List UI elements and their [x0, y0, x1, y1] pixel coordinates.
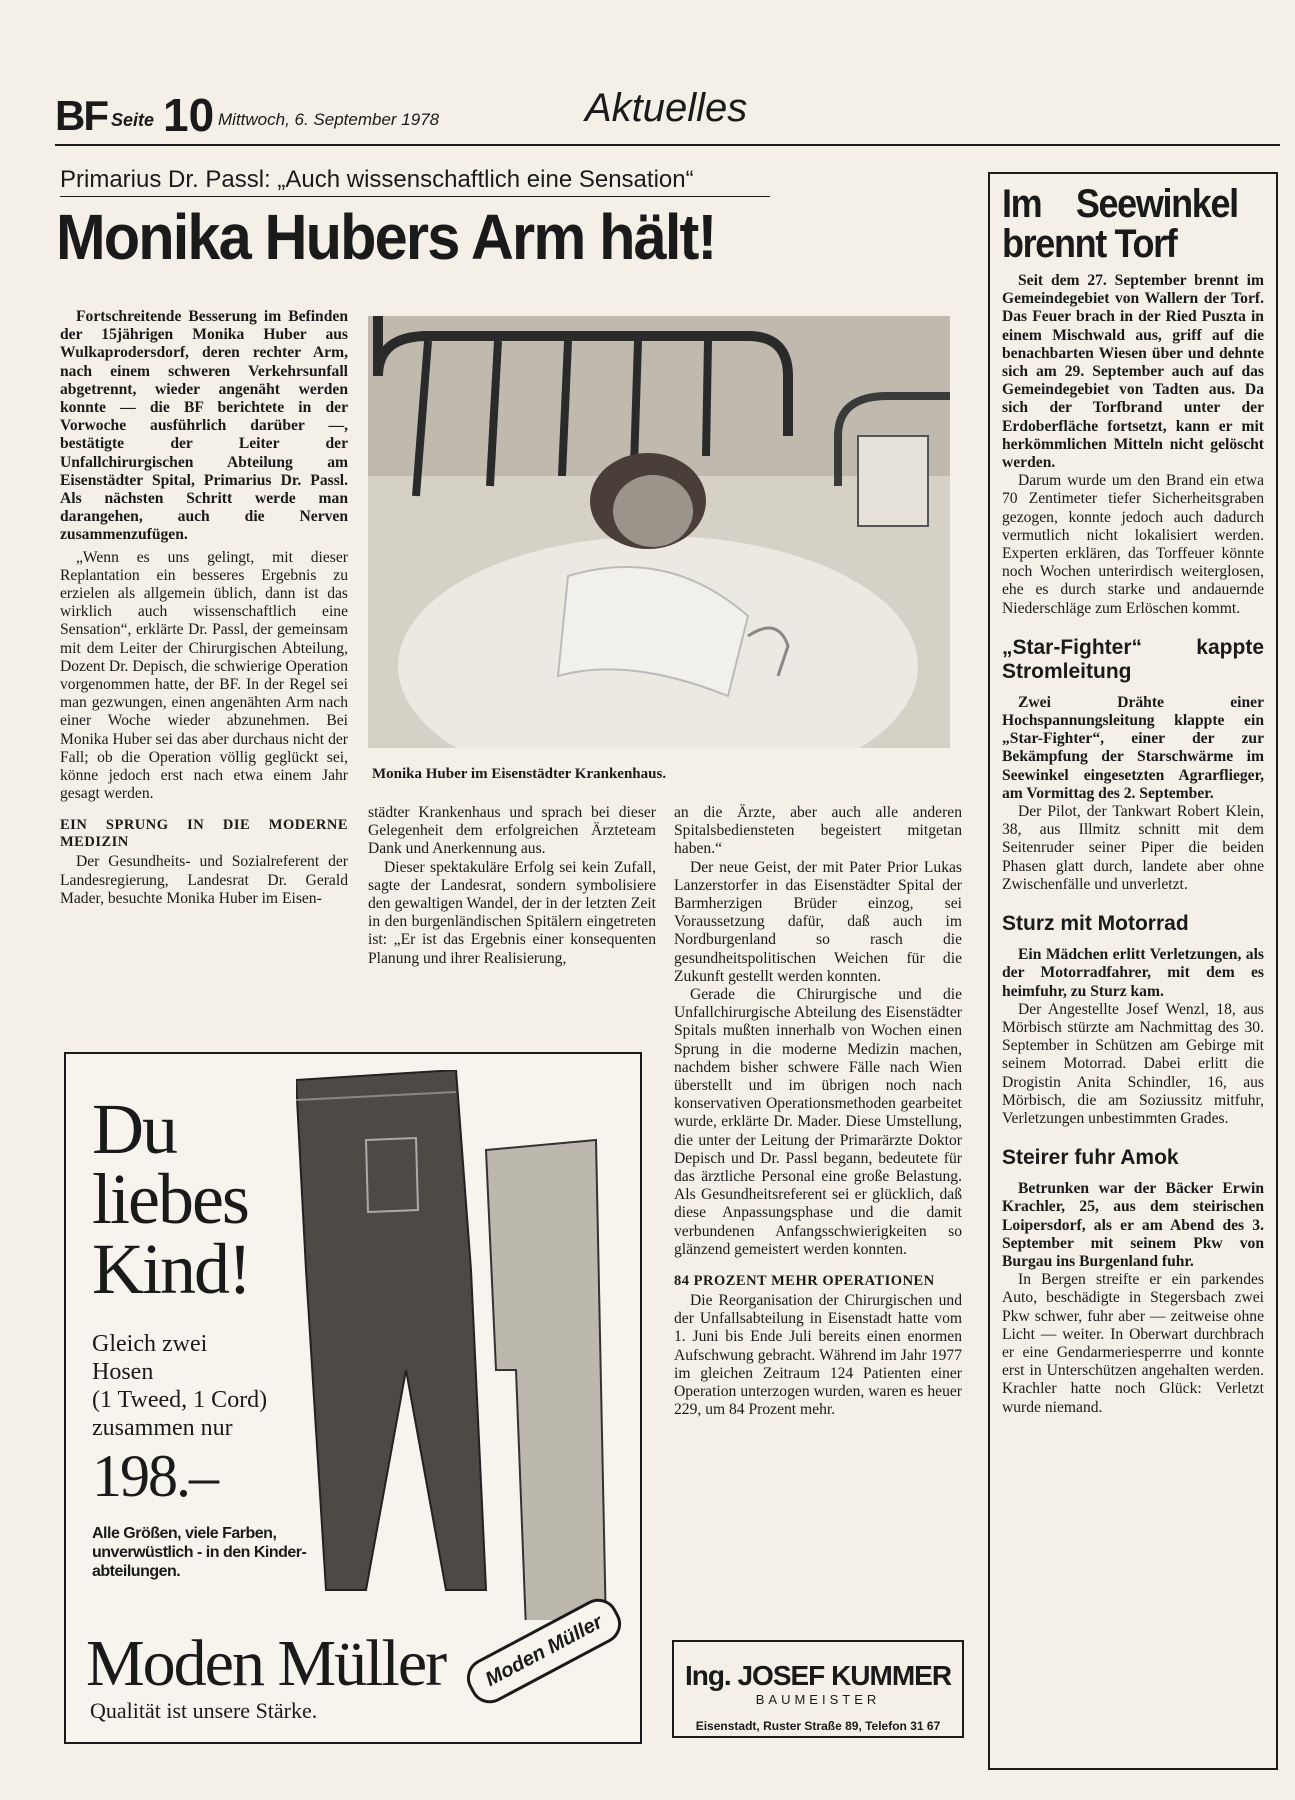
ad-offer-line: Hosen: [92, 1359, 154, 1385]
article-paragraph: Der neue Geist, der mit Pater Prior Lukas Lanzerstorfer in das Eisenstädter Spital der Barmherzigen Brüder einzog, sei Voraussetzung dafür, daß auch im Nordburgenland so rasch die gesundheitspolitischen Weichen für die Zukunft gestellt werden konnten.: [674, 858, 962, 985]
ad-offer-line: Gleich zwei: [92, 1331, 208, 1357]
sidebar-body: Darum wurde um den Brand ein etwa 70 Zentimeter tiefer Sicherheitsgraben gezogen, konnte jedoch auch dadurch vermutlich nicht lokalisiert werden. Experten erklären, das Torffeuer könnte noch Wochen unterirdisch weiterglosen, ehe es durch starke und andauernde Niederschläge zum Erlöschen kommt.: [1002, 472, 1264, 617]
page-number: 10: [163, 89, 215, 141]
sidebar-lead: Betrunken war der Bäcker Erwin Krachler, 25, aus dem steirischen Loipersdorf, als er am Abend des 3. September mit seinem Pkw von Burgau ins Burgenland fuhr.: [1002, 1180, 1264, 1270]
article-column-1: [60, 308, 348, 908]
article-column-2: [368, 804, 656, 968]
sidebar-body: Der Pilot, der Tankwart Robert Klein, 38, aus Illmitz schnitt mit dem Seitenruder seiner Piper die beiden Phasen glatt durch, landete aber ohne Zwischenfälle und unverletzt.: [1002, 803, 1264, 893]
ad-company-role: BAUMEISTER: [755, 1692, 881, 1707]
hospital-photo: [368, 316, 950, 748]
ad-offer-line: zusammen nur: [92, 1415, 233, 1441]
sidebar-subheadline: Steirer fuhr Amok: [1002, 1146, 1179, 1170]
ad-small-line: abteilungen.: [92, 1563, 181, 1580]
article-column-3: [674, 804, 962, 1420]
sidebar-subheadline: „Star-Fighter“ kappte Stromleitung: [1002, 635, 1264, 683]
sidebar-body: Der Angestellte Josef Wenzl, 18, aus Mörbisch stürzte am Nachmittag des 30. September in Schützen am Gebirge mit seinem Motorrad. Dabei erlitt die Drogistin Anita Schindler, 16, aus Mörbisch, die am Soziussitz mitfuhr, Verletzungen unbestimmten Grades.: [1002, 1000, 1264, 1127]
patient-photo-image: [368, 316, 950, 748]
article-paragraph: Gerade die Chirurgische und die Unfallchirurgische Abteilung des Eisenstädter Spitals mußten innerhalb von Wochen einen Sprung in die moderne Medizin machen, nachdem bisher schwere Fälle nach Wien überstellt und im übrigen noch nach konservativen Operationsmethoden gearbeitet wurde, erklärte Dr. Mader. Diese Umstellung, die unter der Leitung der Primarärzte Doktor Depisch und Dr. Passl begann, bedeutete für das ärztliche Personal eine große Belastung. Als Gesundheitsreferent sei er glücklich, daß diese Anpassungsphase und die damit verbundenen Anfangsschwierigkeiten so glänzend gemeistert werden konnten.: [674, 986, 962, 1258]
sidebar-column: [1002, 184, 1264, 1417]
section-title: Aktuelles: [585, 86, 748, 130]
kummer-ad: [672, 1640, 964, 1738]
article-paragraph: an die Ärzte, aber auch alle anderen Spitalsbediensteten begeistert mitgetan haben.“: [674, 804, 962, 858]
article-subhead: EIN SPRUNG IN DIE MODERNE MEDIZIN: [60, 817, 348, 851]
sidebar-headline: Im Seewinkel brennt Torf: [1002, 182, 1238, 266]
issue-date: Mittwoch, 6. September 1978: [218, 110, 440, 129]
ad-company-name: Ing. JOSEF KUMMER: [684, 1660, 952, 1691]
article-kicker: Primarius Dr. Passl: „Auch wissenschaftlich eine Sensation“: [60, 166, 770, 197]
article-paragraph: Dieser spektakuläre Erfolg sei kein Zufall, sagte der Landesrat, sondern symbolisiere den gewaltigen Wandel, der in der letzten Zeit in den burgenländischen Spitälern eingetreten ist: „Er ist das Ergebnis einer konsequenten Planung und ihrer Realisierung,: [368, 858, 656, 967]
article-paragraph: Der Gesundheits- und Sozialreferent der Landesregierung, Landesrat Dr. Gerald Mader, besuchte Monika Huber im Eisen-: [60, 853, 348, 907]
ad-offer-line: (1 Tweed, 1 Cord): [92, 1387, 268, 1413]
paper-logo: BF: [55, 92, 107, 139]
ad-offer: [92, 1330, 267, 1442]
page-label: Seite: [111, 110, 155, 130]
ad-brand-slogan: Qualität ist unsere Stärke.: [90, 1698, 318, 1723]
moden-mueller-ad: [64, 1052, 642, 1744]
sidebar-lead: Zwei Drähte einer Hochspannungsleitung klappte ein „Star-Fighter“, einer der zur Bekämpfung der Starschwärme im Seewinkel eingesetzten Agrarflieger, am Vormittag des 2. September.: [1002, 693, 1264, 802]
article-lead: Fortschreitende Besserung im Befinden der 15jährigen Monika Huber aus Wulkaprodersdorf, deren rechter Arm, nach einem schweren Verkehrsunfall abgetrennt, wieder angenäht werden konnte — die BF berichtete in der Vorwoche ausführlich darüber —, bestätigte der Leiter der Unfallchirurgischen Abteilung am Eisenstädter Spital, Primarius Dr. Passl. Als nächsten Schritt werde man darangehen, auch die Nerven zusammenzufügen.: [60, 308, 348, 544]
trousers-illustration: [296, 1070, 626, 1620]
ad-price: 198.–: [92, 1443, 217, 1509]
article-subhead: 84 PROZENT MEHR OPERATIONEN: [674, 1273, 935, 1290]
sidebar-subheadline: Sturz mit Motorrad: [1002, 912, 1189, 936]
ad-brand-name: Moden Müller: [86, 1627, 446, 1700]
ad-small-line: unverwüstlich - in den Kinder-: [92, 1544, 307, 1561]
ad-company-address: Eisenstadt, Ruster Straße 89, Telefon 31 67: [695, 1719, 941, 1733]
article-paragraph: „Wenn es uns gelingt, mit dieser Replantation ein besseres Ergebnis zu erzielen als allgemein üblich, dann ist das wirklich auch wissenschaftlich eine Sensation“, erklärte Dr. Passl, der gemeinsam mit dem Leiter der Chirurgischen Abteilung, Dozent Dr. Depisch, die schwierige Operation vorgenommen hatte, der BF. In der Regel sei man gezwungen, einen angenähten Arm nach einer Woche wieder abzunehmen. Bei Monika Huber sei das aber durchaus nicht der Fall; ob die Operation völlig geglückt sei, könne jedoch erst nach etwa einem Jahr gesagt werden.: [60, 548, 348, 803]
sidebar-body: In Bergen streifte er ein parkendes Auto, beschädigte in Stegersbach zwei Pkw schwer, fuhr aber — zeitweise ohne Licht — weiter. In Oberwart durchbrach er eine Gendarmeriesperrre und konnte erst in Unterschützen angehalten werden. Krachler hatte noch Glück: Verletzt wurde niemand.: [1002, 1271, 1264, 1416]
ad-small-print: [92, 1524, 306, 1581]
photo-caption: Monika Huber im Eisenstädter Krankenhaus.: [372, 766, 667, 782]
article-paragraph: Die Reorganisation der Chirurgischen und der Unfallsabteilung in Eisenstadt hatte vom 1. Juni bis Ende Juli bereits einen enormen Aufschwung gebracht. Während im Jahr 1977 im gleichen Zeitraum 124 Patienten einer Operation unterzogen wurden, waren es heuer 229, um 84 Prozent mehr.: [674, 1292, 962, 1419]
moden-mueller-logo: Moden Müller: [460, 1592, 628, 1711]
sidebar-lead: Ein Mädchen erlitt Verletzungen, als der Motorradfahrer, mit dem es heimfuhr, zu Sturz kam.: [1002, 946, 1264, 1000]
article-headline: Monika Hubers Arm hält!: [56, 201, 716, 273]
ad-line: liebes: [92, 1159, 248, 1239]
article-paragraph: städter Krankenhaus und sprach bei dieser Gelegenheit dem erfolgreichen Ärzteteam Dank und Anerkennung aus.: [368, 804, 656, 858]
ad-small-line: Alle Größen, viele Farben,: [92, 1525, 277, 1542]
ad-slogan-big: [92, 1089, 250, 1309]
sidebar-lead: Seit dem 27. September brennt im Gemeindegebiet von Wallern der Torf. Das Feuer brach in der Ried Puszta in einem Mischwald aus, griff auf die benachbarten Wiesen über und dehnte sich am 29. September auch auf das Gemeindegebiet von Tadten aus. Da sich der Torfbrand unter der Erdoberfläche fortsetzt, kann er mit herkömmlichen Mitteln nicht gelöscht werden.: [1002, 272, 1264, 472]
ad-line: Kind!: [92, 1229, 250, 1309]
masthead: [55, 88, 1280, 146]
ad-line: Du: [92, 1089, 176, 1169]
